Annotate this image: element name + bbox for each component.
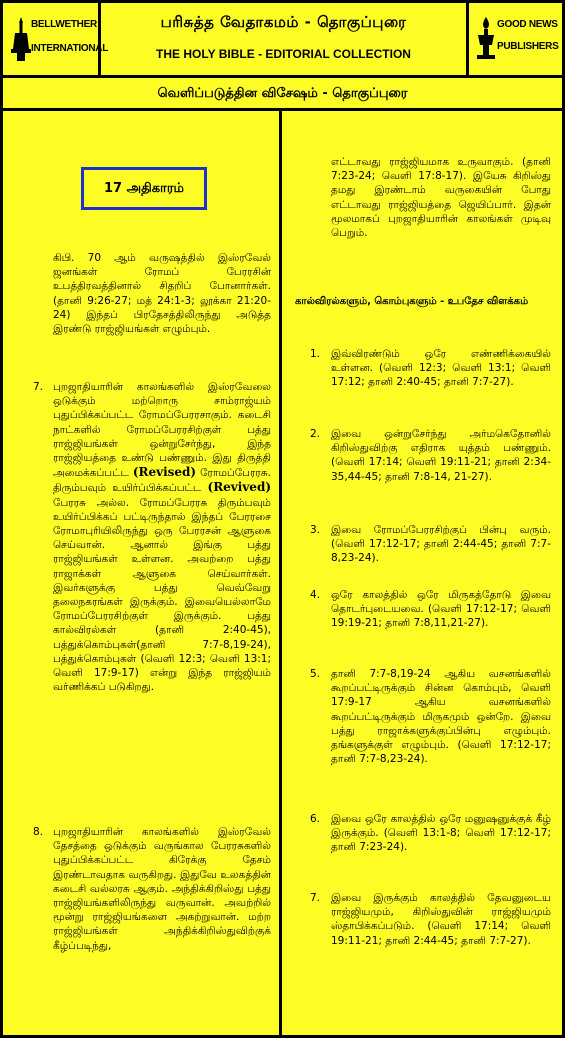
right-item-7-number: 7. bbox=[310, 892, 321, 904]
item-7-text-a: புறஜாதியாரின் காலங்களில் இஸ்ரவேலை ஒடுக்கும் மற்றொரு சாம்ராஜ்யம் புதுப்பிக்கப்பட்ட ரோமப்பேரரசாகும். கடைசி நாட்களில் ரோமப்பேரரசிற்குள் பத்து ராஜ்ஜியங்கள் ஒன்றுசேர்ந்து, இந்த ராஜ்ஜியத்தை உண்டு பண்ணும். இது திருத்தி அமைக்கப்பட்ட bbox=[53, 381, 271, 480]
section-banner bbox=[3, 78, 562, 111]
right-item-6-number: 6. bbox=[310, 813, 321, 825]
item-8-number: 8. bbox=[33, 826, 44, 838]
right-item-5-number: 5. bbox=[310, 668, 321, 680]
right-item-2-number: 2. bbox=[310, 428, 321, 440]
tamil-title: பரிசுத்த வேதாகமம் - தொகுப்புரை bbox=[160, 13, 407, 31]
bell-icon bbox=[11, 15, 31, 65]
revised-label: (Revised) bbox=[132, 465, 197, 480]
header-center bbox=[101, 3, 466, 75]
right-item-1-number: 1. bbox=[310, 348, 321, 360]
english-title: THE HOLY BIBLE - EDITORIAL COLLECTION bbox=[156, 47, 411, 61]
right-item-4-number: 4. bbox=[310, 589, 321, 601]
item-7-text-b: ரோமப்பேரரசு. திரும்பவும் உயிர்ப்பிக்கப்பட்ட bbox=[53, 467, 272, 495]
right-item-1: இவ்விரண்டும் ஒரே எண்ணிக்கையில் உள்ளன. (வெளி 12:3; வெளி 13:1; வெளி 17:12; தானி 2:40-45; தானி 7:7-27). bbox=[331, 348, 551, 389]
left-column bbox=[3, 111, 282, 1035]
right-item-3: இவை ரோமப்பேரரசிற்குப் பின்பு வரும். (வெளி 17:12-17; தானி 2:44-45; தானி 7:7-8,23-24). bbox=[331, 524, 551, 565]
right-item-4: ஒரே காலத்தில் ஒரே மிருகத்தோடு இவை தொடர்புடையவை. (வெளி 17:12-17; வெளி 19:19-21; தானி 7:8,11,21-27). bbox=[331, 589, 551, 630]
good-news-logo bbox=[466, 3, 562, 75]
lamp-icon bbox=[475, 15, 497, 65]
right-item-3-number: 3. bbox=[310, 524, 321, 536]
item-7-number: 7. bbox=[33, 381, 44, 393]
bellwether-logo bbox=[3, 3, 109, 75]
right-column bbox=[282, 111, 562, 1035]
logo-left-line1: BELLWETHER bbox=[31, 19, 97, 30]
right-item-5: தானி 7:7-8,19-24 ஆகிய வசனங்களில் கூறப்பட்டிருக்கும் சின்ன கொம்பும், வெளி 17:9-17 ஆகிய வசனங்களில் கூறப்பட்டிருக்கும் மிருகமும் ஒன்றே. இவை பத்து ராஜாக்களுக்குப்பின்பு எழும்பும். தங்களுக்குள் எழும்பும். (வெளி 17:12-17; தானி 7:7-8,23-24). bbox=[331, 668, 551, 766]
right-item-2: இவை ஒன்றுசேர்ந்து அர்மகெதோனில் கிறிஸ்துவிற்கு எதிராக யுத்தம் பண்ணும். (வெளி 17:14; வெளி 19:11-21; தானி 2:34-35,44-45; தானி 7:8-14, 21-27). bbox=[331, 428, 551, 483]
continued-paragraph: எட்டாவது ராஜ்ஜியமாக உருவாகும். (தானி 7:23-24; வெளி 17:8-17). இயேசு கிறிஸ்து தமது இரண்டாம் வருகையின் போது எட்டாவது ராஜ்ஜியத்தை ஜெயிப்பார். இதன் மூலமாகப் புறஜாதியாரின் காலங்கள் முடிவு பெறும். bbox=[331, 156, 551, 240]
item-7-text-c: பேரரசு அல்ல. ரோமப்பேரரசு திரும்பவும் உயிர்ப்பிக்கப் பட்டிருந்தால் இந்தப் பேரரசை ரோமாபுரியிலிருந்து ஒரு பேரரசன் ஆளுகை செய்வான். ஆனால் இங்கு பத்து ராஜ்ஜியங்கள் உள்ளன. அவற்றை பத்து ராஜாக்கள் ஆளுகை செய்வார்கள். இவர்களுக்கு பத்து வெவ்வேறு தலைநகரங்கள் இருக்கும். இவையெல்லாமே ரோமப்பேரரசிற்குள் இருக்கும். பத்து கால்விரல்கள் (தானி 2:40-45), பத்துக்கொம்புகள்(தானி 7:7-8,19-24), பத்துக்கொம்புகள் (வெளி 12:3; வெளி 13:1; வெளி 17:9-17) என்று இந்த ராஜ்ஜியம் வர்ணிக்கப் படுகிறது. bbox=[53, 496, 271, 694]
revived-label: (Revived) bbox=[207, 480, 272, 495]
logo-right-line1: GOOD NEWS bbox=[497, 19, 558, 30]
intro-paragraph: கிபி. 70 ஆம் வருஷத்தில் இஸ்ரவேல் ஜனங்கள் ரோமப் பேரரசின் உபத்திரவத்தினால் சிதறிப் போனார்கள். (தானி 9:26-27; மத் 24:1-3; லூக்கா 21:20-24) இந்தப் பிரதேசத்திலிருந்து அடுத்த இரண்டு ராஜ்ஜியங்கள் எழும்பும். bbox=[53, 252, 271, 336]
subheading: கால்விரல்களும், கொம்புகளும் - உபதேச விளக்கம் bbox=[295, 296, 529, 307]
right-item-7: இவை இருக்கும் காலத்தில் தேவனுடைய ராஜ்ஜியமும், கிறிஸ்துவின் ராஜ்ஜியமும் ஸ்தாபிக்கப்படும். (வெளி 17:14; வெளி 19:11-21; தானி 2:44-45; தானி 7:7-27). bbox=[331, 892, 551, 947]
chapter-heading: 17 அதிகாரம் bbox=[81, 167, 207, 210]
item-7-paragraph bbox=[53, 380, 271, 694]
logo-right-line2: PUBLISHERS bbox=[497, 41, 559, 52]
logo-left-line2: INTERNATIONAL bbox=[31, 43, 109, 54]
right-item-6: இவை ஒரே காலத்தில் ஒரே மனுஷனுக்குக் கீழ் இருக்கும். (வெளி 13:1-8; வெளி 17:12-17; தானி 7:23-24). bbox=[331, 813, 551, 854]
item-8-paragraph: புறஜாதியாரின் காலங்களில் இஸ்ரவேல் தேசத்தை ஒடுக்கும் வருங்கால பேரரசுகளில் புதுப்பிக்கப்பட்ட கிரேக்கு தேசம் இரண்டாவதாக வருகிறது. இதுவே உலகத்தின் கடைசி வல்லரசு ஆகும். அந்திக்கிறிஸ்து பத்து ராஜ்ஜியங்களிலிருந்து வருவான். அவற்றில் மூன்று ராஜ்ஜியங்களை அகற்றுவான். மற்ற ராஜ்ஜியங்கள் அந்திக்கிறிஸ்துவிற்குக் கீழ்ப்படிந்து, bbox=[53, 826, 271, 952]
banner-title: வெளிப்படுத்தின விசேஷம் - தொகுப்புரை bbox=[157, 86, 408, 101]
header bbox=[3, 3, 562, 78]
